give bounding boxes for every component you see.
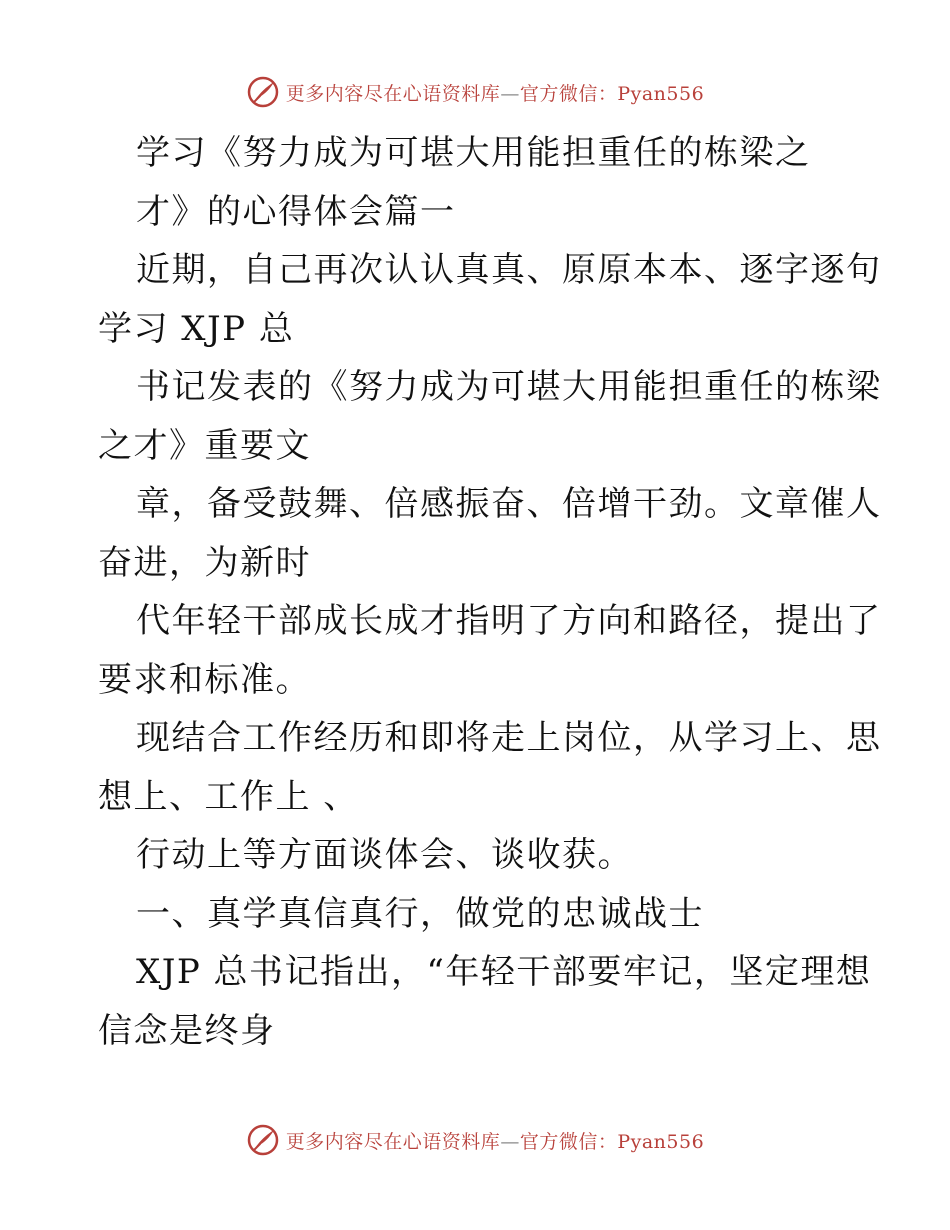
footer-banner	[0, 1118, 950, 1162]
text-line: 章，备受鼓舞、倍感振奋、倍增干劲。文章催人	[136, 484, 882, 524]
text-line: 近期，自己再次认认真真、原原本本、逐字逐句	[136, 250, 882, 290]
text-line: 行动上等方面谈体会、谈收获。	[136, 835, 633, 875]
text-line: 书记发表的《努力成为可堪大用能担重任的栋梁	[136, 367, 882, 407]
text-line: 现结合工作经历和即将走上岗位，从学习上、思	[136, 718, 882, 758]
feather-logo-icon	[246, 75, 280, 109]
text-line: XJP 总书记指出，“年轻干部要牢记，坚定理想	[136, 952, 872, 992]
text-line: 想上、工作上 、	[98, 776, 359, 817]
feather-logo-icon	[246, 1123, 280, 1157]
text-line: 学习 XJP 总	[98, 308, 295, 349]
text-line: 之才》重要文	[98, 425, 311, 466]
document-body	[98, 124, 882, 1060]
banner-text: 更多内容尽在心语资料库—官方微信：Pyan556	[285, 82, 705, 105]
text-line: 要求和标准。	[98, 659, 311, 700]
text-line: 信念是终身	[98, 1010, 276, 1051]
section-heading: 一、真学真信真行，做党的忠诚战士	[136, 893, 704, 934]
banner-text: 更多内容尽在心语资料库—官方微信：Pyan556	[285, 1130, 705, 1153]
text-line: 学习《努力成为可堪大用能担重任的栋梁之	[136, 133, 811, 173]
text-line: 奋进，为新时	[98, 542, 311, 583]
header-banner	[0, 70, 950, 114]
text-line: 才》的心得体会篇一	[136, 191, 456, 232]
text-line: 代年轻干部成长成才指明了方向和路径，提出了	[136, 601, 882, 641]
